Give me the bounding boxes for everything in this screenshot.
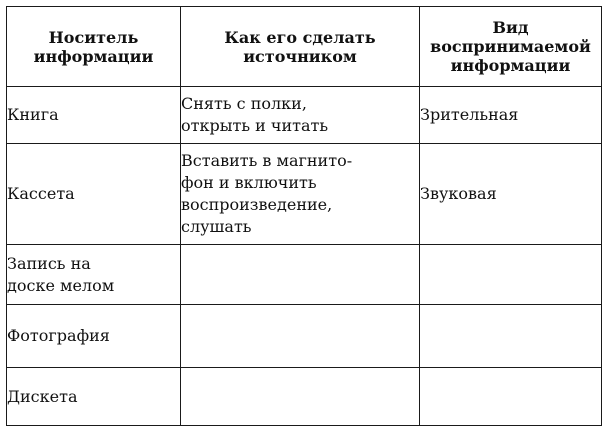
- cell-type[interactable]: [420, 305, 602, 368]
- table-row: [7, 245, 602, 305]
- table-row: [7, 305, 602, 368]
- cell-carrier: Фотография: [7, 305, 181, 368]
- header-info-type: Вид воспринимаемой информации: [420, 7, 602, 87]
- table-row: [7, 87, 602, 144]
- cell-carrier: Запись на доске мелом: [7, 245, 181, 305]
- header-carrier: Носитель информации: [7, 7, 181, 87]
- cell-type: Звуковая: [420, 144, 602, 245]
- table-header-row: [7, 7, 602, 87]
- table-row: [7, 144, 602, 245]
- cell-type[interactable]: [420, 245, 602, 305]
- info-carriers-table: [6, 6, 602, 426]
- table-row: [7, 368, 602, 426]
- cell-type[interactable]: [420, 368, 602, 426]
- cell-how: Снять с полки, открыть и читать: [181, 87, 420, 144]
- cell-carrier: Дискета: [7, 368, 181, 426]
- cell-how: Вставить в магнито- фон и включить воспроизведение, слушать: [181, 144, 420, 245]
- cell-carrier: Книга: [7, 87, 181, 144]
- cell-how[interactable]: [181, 368, 420, 426]
- cell-carrier: Кассета: [7, 144, 181, 245]
- header-how-to-make-source: Как его сделать источником: [181, 7, 420, 87]
- cell-how[interactable]: [181, 305, 420, 368]
- cell-type: Зрительная: [420, 87, 602, 144]
- cell-how[interactable]: [181, 245, 420, 305]
